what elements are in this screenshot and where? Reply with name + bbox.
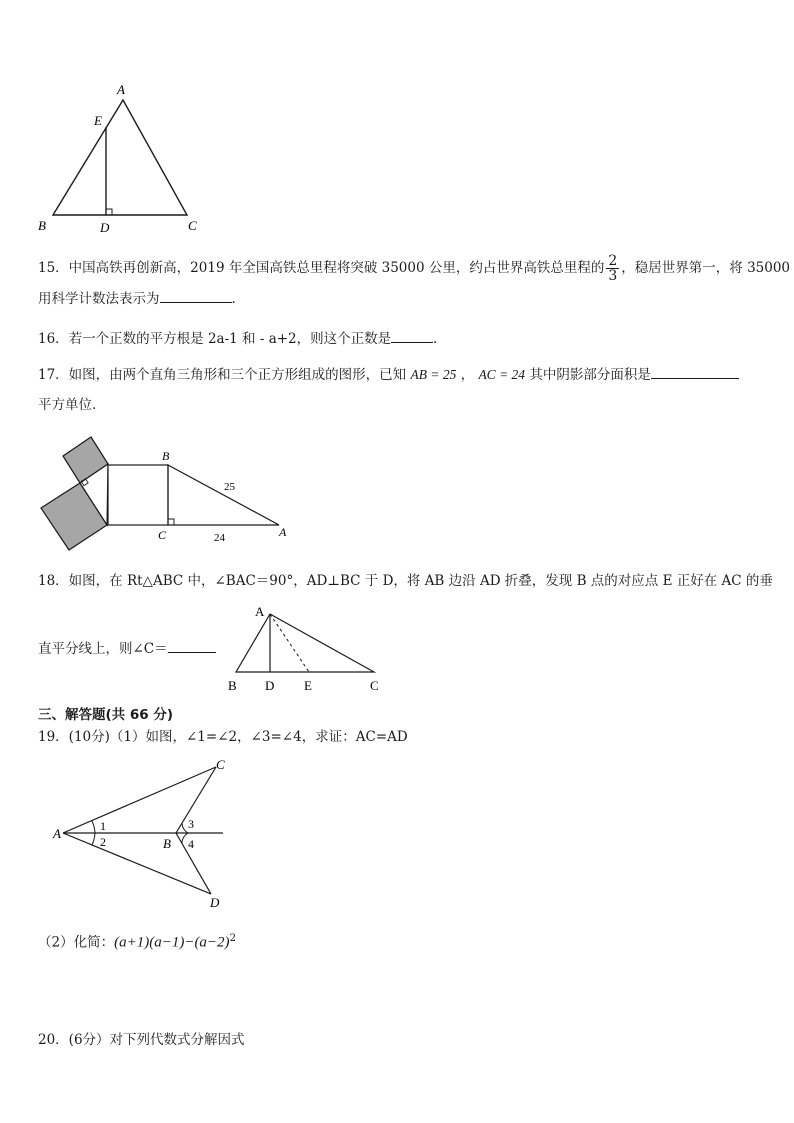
- question-19: [38, 728, 408, 746]
- section-heading: 三、解答题(共 66 分): [38, 707, 174, 723]
- angle-label-4: 4: [188, 837, 194, 851]
- q16-text: 16．若一个正数的平方根是 2a-1 和 - a+2，则这个正数是: [38, 331, 392, 347]
- label-a: A: [255, 604, 265, 619]
- length-ac: 24: [214, 532, 225, 544]
- label-d: D: [210, 895, 220, 910]
- angle-label-2: 2: [100, 835, 106, 849]
- answer-blank-18[interactable]: [168, 640, 216, 653]
- question-16: [38, 330, 447, 348]
- q17-sep: ，: [460, 367, 475, 383]
- q18-line-2: 直平分线上，则∠C＝: [38, 641, 168, 657]
- fraction-denominator: 3: [608, 268, 618, 284]
- q15-text-2: ，稳居世界第一，将 35000: [621, 260, 791, 276]
- answer-blank-16[interactable]: [391, 330, 433, 343]
- question-17: [38, 366, 739, 384]
- q18-line-1: 18．如图，在 Rt△ABC 中，∠BAC＝90°，AD⊥BC 于 D，将 AB 边沿 AD 折叠，发现 B 点的对应点 E 正好在 AC 的垂: [38, 573, 773, 589]
- right-angle-mark-c: [168, 519, 174, 525]
- q17-text-1: 17．如图，由两个直角三角形和三个正方形组成的图形，已知: [38, 367, 407, 383]
- q16-end: ．: [433, 331, 447, 347]
- q15-text-1: 15．中国高铁再创新高，2019 年全国高铁总里程将突破 35000 公里，约占世界高铁总里程的: [38, 260, 605, 276]
- q20-text: 20．(6分）对下列代数式分解因式: [38, 1032, 245, 1048]
- label-c: C: [188, 218, 197, 233]
- label-a: A: [279, 525, 287, 539]
- length-ab: 25: [224, 481, 235, 493]
- triangle-abc: [53, 100, 187, 215]
- label-b: B: [163, 836, 171, 851]
- label-a: A: [117, 82, 125, 97]
- fraction-two-thirds: [606, 254, 619, 283]
- question-15-line-2: [38, 290, 245, 308]
- q17-ac: AC = 24: [478, 367, 526, 382]
- figure-triangle-altitude: [30, 80, 220, 240]
- answer-blank-15[interactable]: [160, 290, 232, 303]
- q19-part-2-label: （2）化简：: [38, 934, 115, 951]
- angle-arc-1: [92, 821, 95, 833]
- right-angle-mark: [106, 209, 112, 215]
- question-20: [38, 1031, 245, 1049]
- label-a: A: [53, 826, 61, 841]
- q19-exponent: 2: [229, 933, 236, 944]
- label-d: D: [265, 678, 275, 693]
- q19-expression: (a+1)(a−1)−(a−2): [114, 934, 230, 951]
- triangle-abc: [236, 614, 374, 672]
- label-b: B: [228, 678, 237, 693]
- question-18-line-2: [38, 640, 216, 658]
- large-right-triangle: [168, 465, 279, 525]
- label-d: D: [100, 220, 110, 235]
- figure-squares-triangles: [36, 432, 296, 557]
- angle-label-3: 3: [188, 817, 194, 831]
- q17-ab: AB = 25: [410, 367, 457, 382]
- segment-ae-dashed: [270, 614, 309, 672]
- question-17-line-2: [38, 396, 106, 414]
- label-e: E: [304, 678, 312, 693]
- question-19-part-2: [38, 930, 236, 952]
- question-18: [38, 572, 773, 590]
- question-15: [38, 254, 790, 283]
- label-b: B: [38, 218, 46, 233]
- q15-line-2: 用科学计数法表示为: [38, 291, 160, 307]
- answer-blank-17[interactable]: [651, 366, 739, 379]
- middle-square: [108, 465, 168, 525]
- q15-end: ．: [231, 291, 245, 307]
- figure-kite: [50, 755, 240, 915]
- label-c: C: [216, 757, 225, 772]
- label-c: C: [158, 528, 167, 542]
- angle-arc-2: [92, 833, 95, 845]
- angle-label-1: 1: [100, 819, 106, 833]
- q17-text-2: 其中阴影部分面积是: [529, 367, 651, 383]
- label-c: C: [370, 678, 379, 693]
- fraction-numerator: 2: [608, 253, 618, 269]
- q17-line-2: 平方单位．: [38, 397, 106, 413]
- q19-line-1: 19．(10分)（1）如图，∠1=∠2，∠3=∠4，求证：AC=AD: [38, 729, 408, 745]
- label-b: B: [162, 449, 170, 463]
- figure-fold-triangle: [222, 600, 392, 695]
- label-e: E: [94, 113, 102, 128]
